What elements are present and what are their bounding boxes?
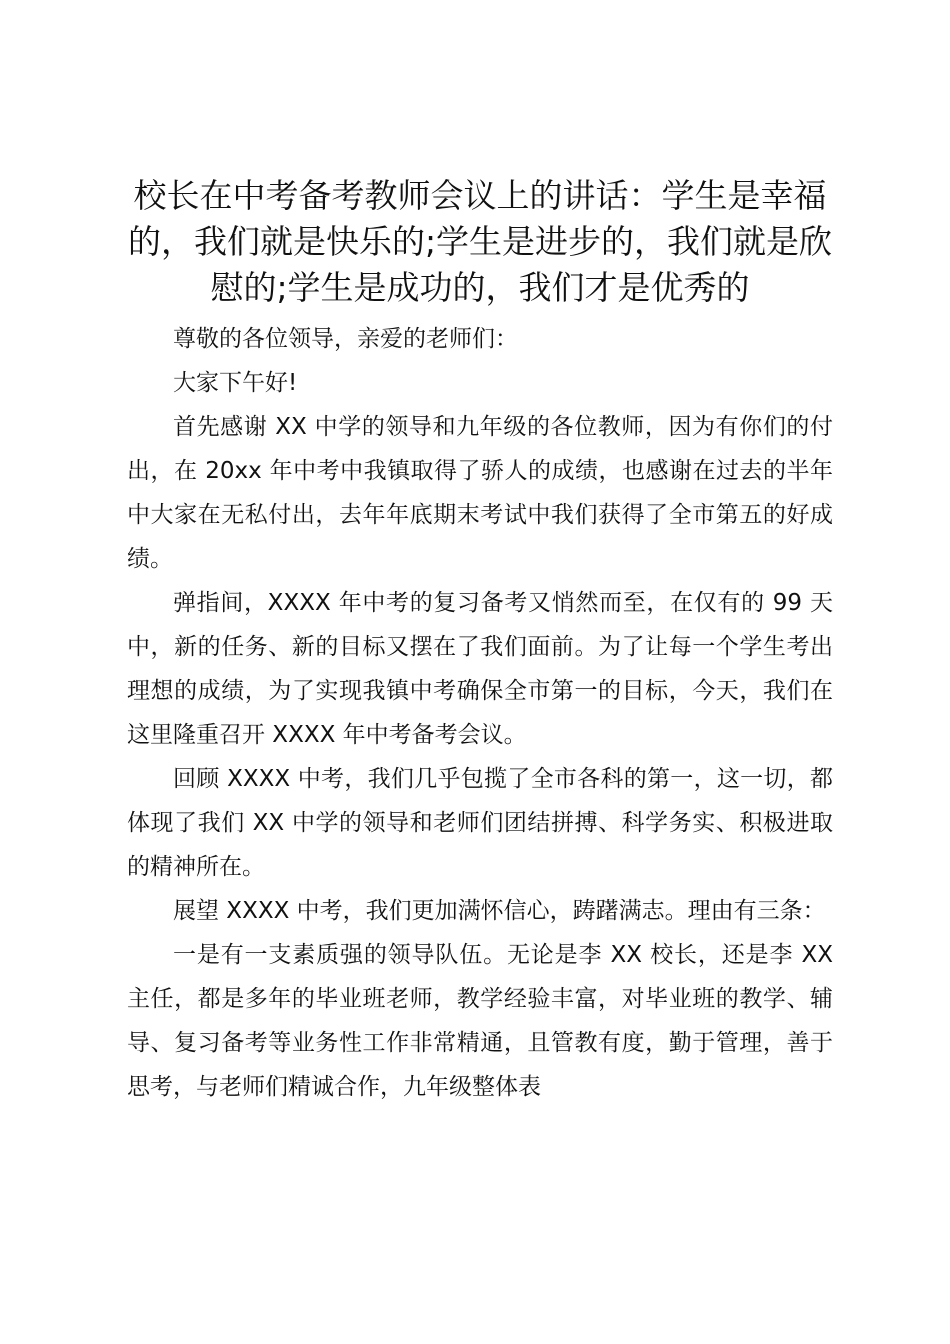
document-page — [127, 173, 833, 1109]
paragraph-thanks: 首先感谢 XX 中学的领导和九年级的各位教师，因为有你们的付出，在 20xx 年中考中我镇取得了骄人的成绩，也感谢在过去的半年中大家在无私付出，去年年底期末考试中我们获得了全市第五的好成绩。 — [127, 414, 833, 572]
paragraph-salutation: 尊敬的各位领导，亲爱的老师们： — [173, 326, 518, 352]
paragraph-greeting: 大家下午好! — [173, 370, 298, 396]
paragraph-review: 回顾 XXXX 中考，我们几乎包揽了全市各科的第一，这一切，都体现了我们 XX 中学的领导和老师们团结拼搏、科学务实、积极进取的精神所在。 — [127, 766, 833, 880]
paragraph-reason-one: 一是有一支素质强的领导队伍。无论是李 XX 校长，还是李 XX 主任，都是多年的毕业班老师，教学经验丰富，对毕业班的教学、辅导、复习备考等业务性工作非常精通，且管教有度，勤于管理，善于思考，与老师们精诚合作，九年级整体表 — [127, 942, 833, 1100]
paragraph-outlook: 展望 XXXX 中考，我们更加满怀信心，踌躇满志。理由有三条： — [173, 898, 826, 924]
paragraph-meeting-purpose: 弹指间，XXXX 年中考的复习备考又悄然而至，在仅有的 99 天中，新的任务、新的目标又摆在了我们面前。为了让每一个学生考出理想的成绩，为了实现我镇中考确保全市第一的目标，今天，我们在这里隆重召开 XXXX 年中考备考会议。 — [127, 590, 833, 748]
document-title: 校长在中考备考教师会议上的讲话：学生是幸福的，我们就是快乐的;学生是进步的，我们就是欣慰的;学生是成功的，我们才是优秀的 — [127, 176, 833, 307]
document-body — [127, 317, 833, 1109]
